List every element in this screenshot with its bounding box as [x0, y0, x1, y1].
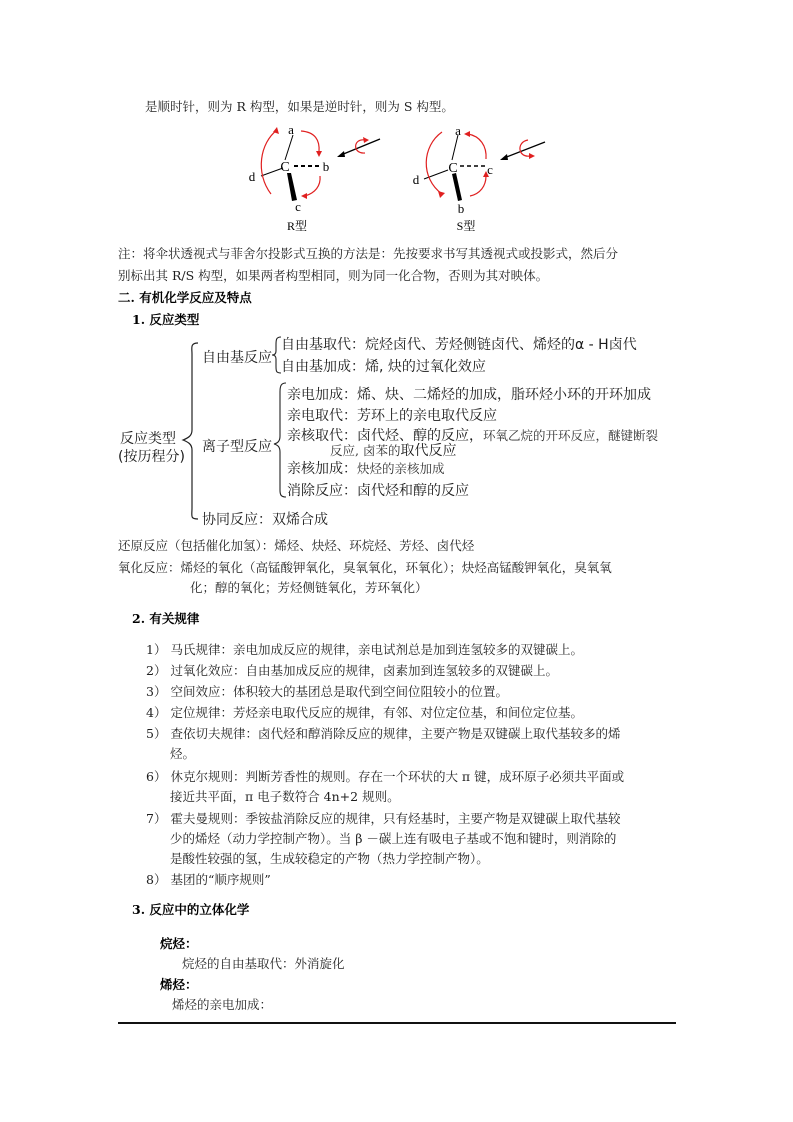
subsection-title-stereochemistry: 3. 反应中的立体化学 — [132, 902, 250, 917]
radical-reaction-label: 自由基反应 — [202, 350, 272, 366]
radical-addition: 自由基加成：烯, 炔的过氧化效应 — [281, 359, 486, 375]
arrowhead — [529, 153, 535, 159]
main-brace — [180, 340, 204, 522]
label-right: b — [322, 159, 330, 174]
wedge-bond-b — [452, 173, 462, 201]
rule-item-cont: 烃。 — [170, 746, 196, 761]
arc-arrow — [261, 130, 277, 194]
nucleophilic-substitution: 亲核取代：卤代烃、醇的反应，环氧乙烷的开环反应，醚键断裂 — [287, 428, 659, 444]
rule-item: 5） 查依切夫规律：卤代烃和醇消除反应的规律，主要产物是双键碳上取代基较多的烯 — [146, 726, 621, 741]
electrophilic-addition: 亲电加成：烯、炔、二烯烃的加成，脂环烃小环的开环加成 — [287, 387, 651, 403]
label-left: d — [248, 169, 256, 184]
footer-rule — [118, 1022, 676, 1024]
rule-item: 8） 基团的“顺序规则” — [146, 872, 271, 887]
ionic-reaction-label: 离子型反应 — [202, 439, 272, 455]
diagram-caption: S型 — [456, 219, 476, 233]
label-bottom: c — [295, 199, 301, 214]
nucleophilic-addition: 亲核加成：炔烃的亲核加成 — [287, 461, 445, 477]
label-center: C — [448, 161, 458, 176]
diagram-caption: R型 — [286, 219, 308, 233]
concerted-reaction: 协同反应：双烯合成 — [202, 512, 328, 528]
oxidation-reactions-line-1: 氧化反应：烯烃的氧化（高锰酸钾氧化，臭氧氧化，环氧化）；炔烃高锰酸钾氧化，臭氧氧 — [118, 560, 612, 575]
tree-root-label: 反应类型 — [120, 431, 176, 447]
wedge-bond-c — [287, 173, 297, 201]
oxidation-reactions-line-2: 化；醇的氧化；芳烃侧链氧化，芳环氧化） — [190, 580, 428, 595]
bond-a — [285, 135, 293, 160]
bond-a — [452, 135, 458, 160]
arrowhead — [500, 154, 508, 160]
subsection-title-reaction-types: 1. 反应类型 — [132, 312, 200, 327]
alkane-heading: 烷烃： — [160, 936, 198, 951]
arc-arrow — [305, 176, 320, 196]
arrowhead — [337, 151, 345, 157]
arrowhead — [438, 191, 445, 198]
label-bottom: b — [457, 201, 465, 216]
rule-item-cont: 少的烯烃（动力学控制产物）。当 β －碳上连有吸电子基或不饱和键时，则消除的 — [170, 831, 617, 846]
r-configuration-diagram — [235, 118, 395, 238]
section-title: 二. 有机化学反应及特点 — [118, 290, 252, 305]
rule-item-cont: 是酸性较强的氢，生成较稳定的产物（热力学控制产物）。 — [170, 851, 489, 866]
rule-item-cont: 接近共平面，π 电子数符合 4n+2 规则。 — [170, 789, 400, 804]
rule-item: 1） 马氏规律：亲电加成反应的规律，亲电试剂总是加到连氢较多的双键碳上。 — [146, 642, 583, 657]
arc-arrow — [301, 131, 319, 152]
tree-root-sublabel: (按历程分) — [118, 449, 185, 465]
radical-substitution: 自由基取代：烷烃卤代、芳烃侧链卤代、烯烃的α - H卤代 — [281, 337, 637, 353]
arc-arrow — [426, 132, 442, 194]
note-line-1: 注：将伞状透视式与菲舍尔投影式互换的方法是：先按要求书写其透视式或投影式，然后分 — [118, 246, 619, 261]
label-top: a — [455, 123, 461, 138]
alkene-text: 烯烃的亲电加成： — [172, 997, 273, 1012]
alkene-heading: 烯烃： — [160, 977, 198, 992]
subsection-title-rules: 2. 有关规律 — [132, 611, 200, 626]
arrowhead — [464, 131, 470, 137]
arrowhead — [363, 137, 369, 143]
rule-item: 6） 休克尔规则：判断芳香性的规则。存在一个环状的大 π 键，成环原子必须共平面或 — [146, 769, 625, 784]
label-top: a — [288, 122, 294, 137]
reduction-reactions: 还原反应（包括催化加氢）：烯烃、炔烃、环烷烃、芳烃、卤代烃 — [118, 538, 475, 553]
electrophilic-substitution: 亲电取代：芳环上的亲电取代反应 — [287, 408, 497, 424]
alkane-text: 烷烃的自由基取代：外消旋化 — [182, 956, 345, 971]
label-center: C — [280, 160, 290, 175]
elimination-reaction: 消除反应：卤代烃和醇的反应 — [287, 483, 469, 499]
intro-line: 是顺时针，则为 R 构型，如果是逆时针，则为 S 构型。 — [145, 99, 454, 114]
nucleophilic-substitution-cont: 反应, 卤苯的取代反应 — [330, 443, 457, 459]
rule-item: 3） 空间效应：体积较大的基团总是取代到空间位阻较小的位置。 — [146, 684, 508, 699]
rule-item: 7） 霍夫曼规则：季铵盐消除反应的规律，只有烃基时，主要产物是双键碳上取代基较 — [146, 811, 621, 826]
arrowhead — [301, 193, 307, 199]
ionic-brace — [272, 380, 288, 500]
rule-item: 2） 过氧化效应：自由基加成反应的规律，卤素加到连氢较多的双键碳上。 — [146, 663, 558, 678]
rule-item: 4） 定位规律：芳烃亲电取代反应的规律，有邻、对位定位基，和间位定位基。 — [146, 705, 583, 720]
note-line-2: 别标出其 R/S 构型，如果两者构型相同，则为同一化合物，否则为其对映体。 — [118, 268, 549, 283]
arc-arrow — [468, 134, 486, 159]
arc-arrow — [470, 176, 486, 196]
arrowhead — [316, 151, 322, 157]
s-configuration-diagram — [400, 118, 560, 238]
label-left: d — [412, 172, 420, 187]
label-right: c — [487, 162, 493, 177]
